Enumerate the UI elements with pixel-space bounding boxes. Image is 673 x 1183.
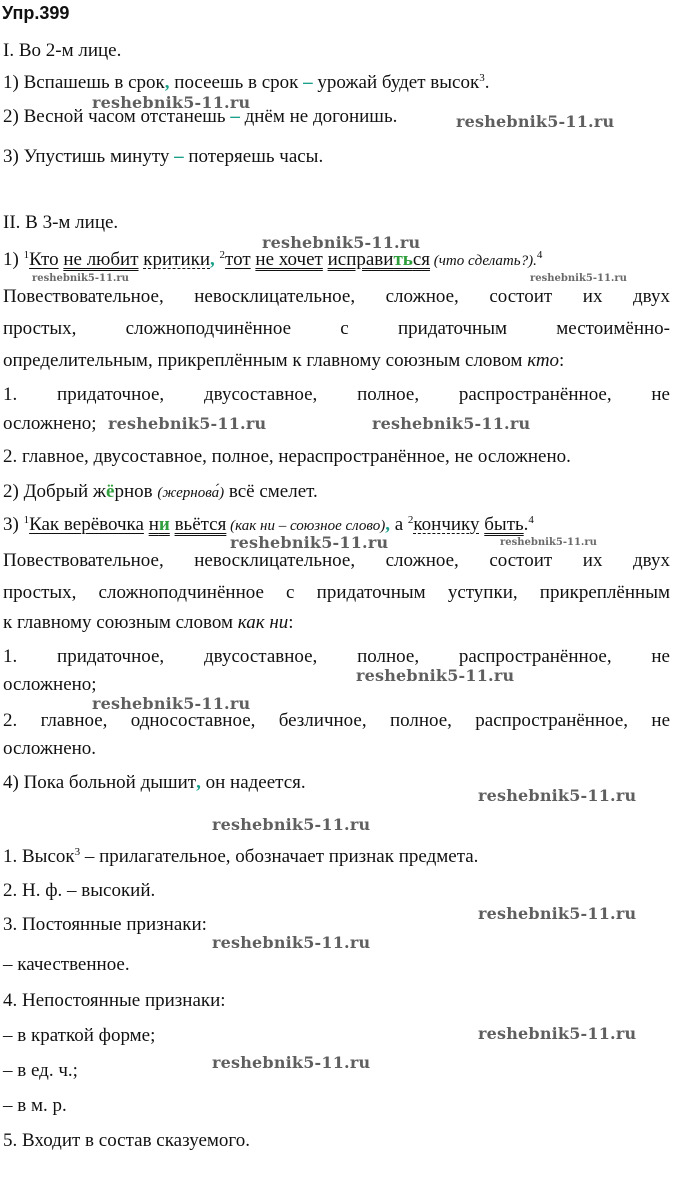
proverb-1: 1) Вспашешь в срок, посеешь в срок – урожай будет высок$^3$. [3,72,490,93]
sentence-4: 4) Пока больной дышит, он надеется. [3,772,306,793]
watermark: reshebnik5-11.ru [92,93,251,112]
analysis-line-4: – качественное. [3,954,130,975]
watermark: reshebnik5-11.ru [500,537,597,548]
sentence-3: 3) $^1$Как верёвочка ни вьётся (как ни – союзное слово), а $^2$кончику быть.$^4$ [3,514,534,535]
analysis-line-1: 1. Высок$^3$ – прилагательное, обозначает признак предмета. [3,846,479,867]
sentence-1-part-2: 2. главное, двусоставное, полное, нераспространённое, не осложнено. [3,446,571,467]
proverb-2: 2) Весной часом отстанешь – днём не догонишь. [3,106,398,127]
section-2-heading: II. В 3-м лице. [3,212,119,233]
sentence-1: 1) $^1$Кто не любит критики, $^2$тот не хочет исправиться (что сделать?).$^4$ [3,249,543,270]
sentence-1-description-line-1: Повествовательное, невосклицательное, сложное, состоит их двух [3,286,670,307]
watermark: reshebnik5-11.ru [478,1024,637,1043]
analysis-line-5: 4. Непостоянные признаки: [3,990,226,1011]
analysis-line-7: – в ед. ч.; [3,1060,78,1081]
watermark: reshebnik5-11.ru [372,414,531,433]
watermark: reshebnik5-11.ru [530,273,627,284]
watermark: reshebnik5-11.ru [456,112,615,131]
section-1-heading: I. Во 2-м лице. [3,40,122,61]
analysis-line-9: 5. Входит в состав сказуемого. [3,1130,250,1151]
watermark: reshebnik5-11.ru [356,666,515,685]
watermark: reshebnik5-11.ru [32,273,129,284]
analysis-line-8: – в м. р. [3,1095,67,1116]
watermark: reshebnik5-11.ru [92,694,251,713]
sentence-1-part-1-line-1: 1. придаточное, двусоставное, полное, распространённое, не [3,384,670,405]
sentence-3-part-1-line-1: 1. придаточное, двусоставное, полное, распространённое, не [3,646,670,667]
watermark: reshebnik5-11.ru [478,786,637,805]
sentence-1-description-line-3: определительным, прикреплённым к главному союзным словом кто: [3,350,565,371]
watermark: reshebnik5-11.ru [212,933,371,952]
sentence-3-part-1-line-2: осложнено; [3,674,97,695]
sentence-3-part-2-line-2: осложнено. [3,738,97,759]
proverb-3: 3) Упустишь минуту – потеряешь часы. [3,146,324,167]
analysis-line-2: 2. Н. ф. – высокий. [3,880,156,901]
sentence-3-description-line-3: к главному союзным словом как ни: [3,612,294,633]
watermark: reshebnik5-11.ru [108,414,267,433]
watermark: reshebnik5-11.ru [212,1053,371,1072]
sentence-3-description-line-2: простых, сложноподчинённое с придаточным уступки, прикреплённым [3,582,670,603]
exercise-title: Упр.399 [2,3,70,23]
watermark: reshebnik5-11.ru [230,533,389,552]
watermark: reshebnik5-11.ru [212,815,371,834]
sentence-1-description-line-2: простых, сложноподчинённое с придаточным местоимённо- [3,318,670,339]
watermark: reshebnik5-11.ru [478,904,637,923]
sentence-1-part-1-line-2: осложнено; [3,413,97,434]
sentence-2: 2) Добрый жёрнов (жернова́) всё смелет. [3,481,318,502]
watermark: reshebnik5-11.ru [262,233,421,252]
sentence-3-description-line-1: Повествовательное, невосклицательное, сложное, состоит их двух [3,550,670,571]
analysis-line-3: 3. Постоянные признаки: [3,914,207,935]
sentence-3-part-2-line-1: 2. главное, односоставное, безличное, полное, распространённое, не [3,710,670,731]
analysis-line-6: – в краткой форме; [3,1025,156,1046]
